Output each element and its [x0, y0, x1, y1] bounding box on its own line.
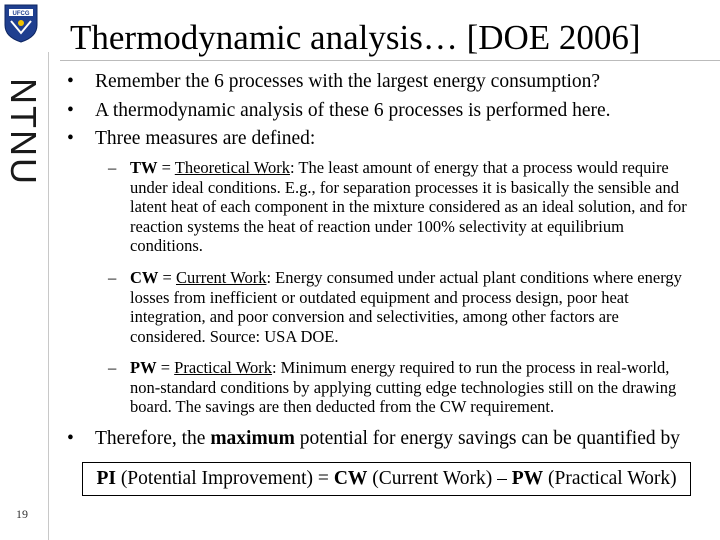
- ntnu-brand-logo: [2, 78, 44, 186]
- measure-eq: =: [158, 268, 176, 287]
- formula-pi-label: (Potential Improvement) =: [115, 468, 334, 489]
- measure-desc: : Energy consumed under actual plant conditions where energy losses from inefficient or outdated equipment and process design, poor heat integration, and poor conversion and selectivities, among other factors are considered. Source: USA DOE.: [130, 268, 682, 346]
- bullet-text: Remember the 6 processes with the largest energy consumption?: [95, 71, 601, 92]
- potential-improvement-formula: [82, 462, 691, 496]
- measure-eq: =: [157, 158, 175, 177]
- measure-text: [130, 358, 698, 417]
- measure-item-cw: [108, 268, 698, 346]
- final-bullet-bold: maximum: [210, 428, 295, 449]
- sidebar-divider: [48, 52, 49, 540]
- bullet-symbol: •: [67, 428, 74, 449]
- measure-abbr: PW: [130, 358, 157, 377]
- bullet-text: Three measures are defined:: [95, 128, 316, 149]
- bullet-text: [95, 427, 680, 451]
- slide-title: Thermodynamic analysis… [DOE 2006]: [70, 18, 641, 57]
- measure-text: [130, 268, 698, 346]
- ufcg-logo-icon: [3, 3, 39, 43]
- measure-text: [130, 158, 698, 256]
- formula-pw-label: (Practical Work): [543, 468, 677, 489]
- measure-item-tw: [108, 158, 698, 256]
- final-bullet-before: Therefore, the: [95, 428, 211, 449]
- measure-name: Current Work: [175, 268, 267, 287]
- bullet-symbol: •: [67, 128, 74, 149]
- page-number: 19: [16, 507, 28, 521]
- bullet-text: A thermodynamic analysis of these 6 processes is performed here.: [95, 100, 611, 121]
- final-bullet-after: potential for energy savings can be quantified by: [294, 428, 681, 449]
- formula-cw-label: (Current Work) –: [367, 468, 512, 489]
- formula-pi: PI: [96, 468, 116, 489]
- measure-abbr: TW: [130, 158, 158, 177]
- formula-cw: CW: [333, 468, 368, 489]
- bullet-symbol: •: [67, 71, 74, 92]
- measure-abbr: CW: [130, 268, 159, 287]
- measure-eq: =: [156, 358, 175, 377]
- measure-desc: : Minimum energy required to run the process in real-world, non-standard conditions by applying cutting edge technologies still on the drawing board. The savings are then deducted from the CW requirement.: [130, 358, 677, 416]
- dash-symbol: –: [108, 268, 117, 287]
- measure-item-pw: [108, 358, 698, 417]
- dash-symbol: –: [108, 358, 117, 377]
- formula-pw: PW: [511, 468, 544, 489]
- measure-name: Theoretical Work: [174, 158, 290, 177]
- dash-symbol: –: [108, 158, 117, 177]
- title-underline: [60, 60, 720, 61]
- measure-desc: : The least amount of energy that a process would require under ideal conditions. E.g., for separation processes it is basically the sensible and latent heat of each component in the mixture considered as an ideal solution, and for reaction systems the heat of reaction under 100% selectivity at equilibrium conditions.: [130, 158, 687, 255]
- ntnu-brand-text: NTNU: [3, 78, 44, 186]
- logo-text: UFCG: [12, 11, 30, 17]
- bullet-symbol: •: [67, 100, 74, 121]
- measure-name: Practical Work: [174, 358, 272, 377]
